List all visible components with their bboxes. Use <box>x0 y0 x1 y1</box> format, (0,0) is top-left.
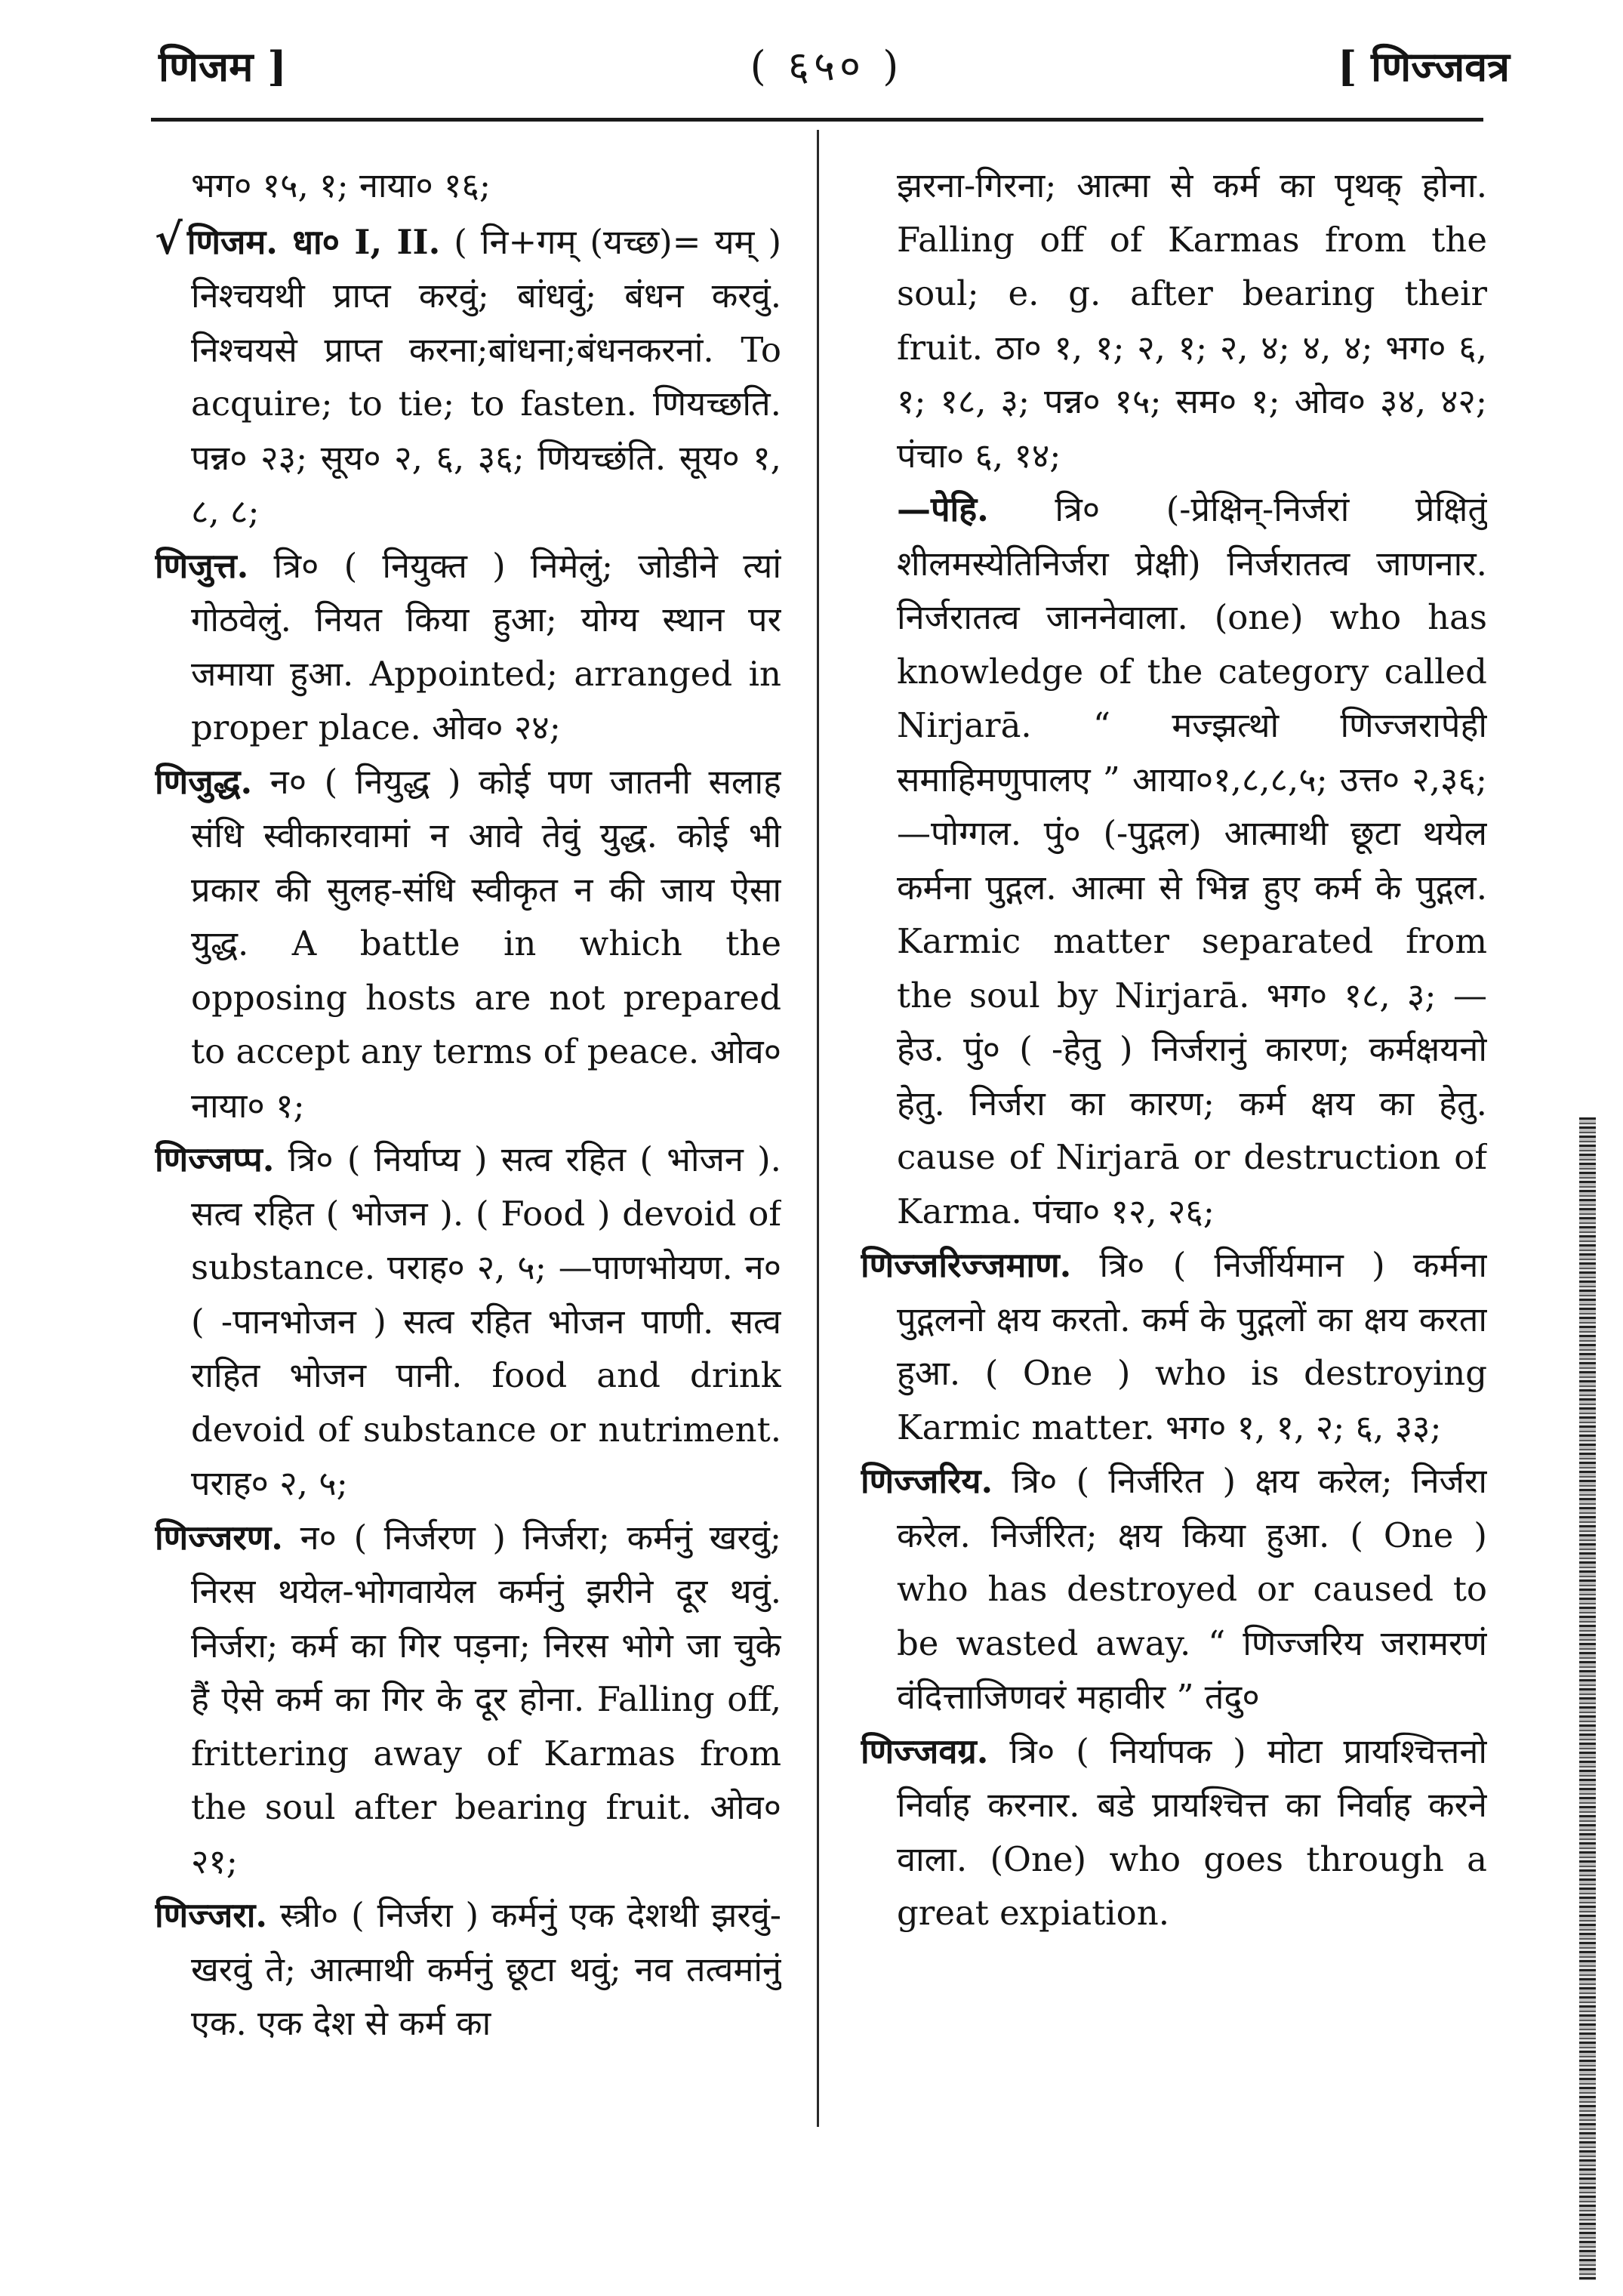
entry-text: न० ( निर्जरण ) निर्जरा; कर्मनुं खरवुं; निरस थयेल-भोगवायेल कर्मनुं झरीने दूर थवुं. निर्जरा; कर्म का गिर पड़ना; निरस भोगे जा चुके हैं ऐसे कर्म का गिर के दूर होना. Falling off, frittering away of Karmas from the soul after bearing fruit. ओव० २१; <box>191 1517 781 1881</box>
entry-text: न० ( नियुद्ध ) कोई पण जातनी सलाह संधि स्वीकारवामां न आवे तेवुं युद्ध. कोई भी प्रकार की सुलह-संधि स्वीकृत न की जाय ऐसा युद्ध. A battle in which the opposing hosts are not prepared to accept any terms of peace. ओव० नाया० १; <box>191 761 781 1126</box>
header-right-guideword: [ णिज्जवत्र <box>1337 42 1510 91</box>
entry-headword: णिज्जवग्र. <box>861 1730 989 1771</box>
dictionary-entry <box>155 159 781 213</box>
dictionary-entry <box>155 1133 781 1511</box>
entry-text: ( नि+गम् (यच्छ)= यम् ) निश्चयथी प्राप्त करवुं; बांधवुं; बंधन करवुं. निश्चयसे प्राप्त करना;बांधना;बंधनकरनां. To acquire; to tie; to fasten. णियच्छति. पन्न० २३; सूय० २, ६, ३६; णियच्छंति. सूय० १, ८, ८; <box>191 221 781 532</box>
dictionary-entry <box>861 1724 1487 1940</box>
header-rule <box>151 118 1483 122</box>
dictionary-subentry <box>861 482 1487 1238</box>
entry-text: त्रि० ( निर्यापक ) मोटा प्रायश्चित्तनो निर्वाह करनार. बडे प्रायश्चित्त का निर्वाह करने वाला. (One) who goes through a great expiation. <box>897 1730 1487 1933</box>
entry-text: त्रि० (-प्रेक्षिन्-निर्जरां प्रेक्षितुं शीलमस्येतिनिर्जरा प्रेक्षी) निर्जरातत्व जाणनार. निर्जरातत्व जाननेवाला. (one) who has knowledge of the category called Nirjarā. “ मज्झत्थो णिज्जरापेही समाहिमणुपालए ” आया०१,८,८,५; उत्त० २,३६; —पोग्गल. पुं० (-पुद्गल) आत्माथी छूटा थयेल कर्मना पुद्गल. आत्मा से भिन्न हुए कर्म के पुद्गल. Karmic matter separated from the soul by Nirjarā. भग० १८, ३; —हेउ. पुं० ( -हेतु ) निर्जरानुं कारण; कर्मक्षयनो हेतु. निर्जरा का कारण; कर्म क्षय का हेतु. cause of Nirjarā or destruction of Karma. पंचा० १२, २६; <box>897 489 1487 1231</box>
entry-headword: णिज्जरा. <box>155 1895 268 1935</box>
entry-headword: णिज्जप्प. <box>155 1139 275 1179</box>
entry-text: त्रि० ( निर्जीर्यमान ) कर्मना पुद्गलनो क्षय करतो. कर्म के पुद्गलों का क्षय करता हुआ. ( One ) who is destroying Karmic matter. भग० १, १, २; ६, ३३; <box>897 1245 1487 1447</box>
check-mark: √ <box>155 214 183 264</box>
entry-text: त्रि० ( नियुक्त ) निमेलुं; जोडीने त्यां गोठवेलुं. नियत किया हुआ; योग्य स्थान पर जमाया हुआ. Appointed; arranged in proper place. ओव० २४; <box>191 545 781 747</box>
dictionary-entry <box>861 1454 1487 1724</box>
right-column <box>861 159 1487 2159</box>
entry-text: त्रि० ( निर्याप्य ) सत्व रहित ( भोजन ). सत्व रहित ( भोजन ). ( Food ) devoid of substance. पराह० २, ५; —पाणभोयण. न० ( -पानभोजन ) सत्व रहित भोजन पाणी. सत्व राहित भोजन पानी. food and drink devoid of substance or nutriment. पराह० २, ५; <box>191 1139 781 1503</box>
column-divider <box>817 130 819 2127</box>
scanned-page-edge <box>1579 1117 1596 2280</box>
entry-text: त्रि० ( निर्जरित ) क्षय करेल; निर्जरा करेल. निर्जरित; क्षय किया हुआ. ( One ) who has destroyed or caused to be wasted away. “ णिज्जरिय जरामरणं वंदित्ताजिणवरं महावीर ” तंदु० <box>897 1461 1487 1717</box>
dictionary-entry <box>155 1511 781 1889</box>
entry-headword: णिजम. धा० I, II. <box>186 221 441 262</box>
entry-headword: णिज्जरिय. <box>861 1461 993 1501</box>
dictionary-entry <box>861 159 1487 482</box>
entry-text: स्त्री० ( निर्जरा ) कर्मनुं एक देशथी झरवुं-खरवुं ते; आत्माथी कर्मनुं छूटा थवुं; नव तत्वमांनुं एक. एक देश से कर्म का <box>191 1895 781 2043</box>
dictionary-entry <box>155 539 781 755</box>
entry-headword: णिज्जरिज्जमाण. <box>861 1245 1072 1285</box>
entry-headword: णिज्जरण. <box>155 1517 283 1558</box>
dictionary-entry <box>155 213 781 539</box>
entry-headword: णिजुद्ध. <box>155 761 253 802</box>
entry-headword: —पेहि. <box>897 489 989 529</box>
header-left-guideword: णिजम ] <box>159 42 287 91</box>
entry-headword: णिजुत्त. <box>155 545 249 586</box>
entry-text: भग० १५, १; नाया० १६; <box>191 165 491 205</box>
dictionary-entry <box>155 755 781 1133</box>
entry-text: झरना-गिरना; आत्मा से कर्म का पृथक् होना. Falling off of Karmas from the soul; e. g. after bearing their fruit. ठा० १, १; २, १; २, ४; ४, ४; भग० ६, १; १८, ३; पन्न० १५; सम० १; ओव० ३४, ४२; पंचा० ६, १४; <box>897 165 1487 476</box>
left-column <box>155 159 781 2159</box>
dictionary-entry <box>155 1888 781 2051</box>
dictionary-entry <box>861 1238 1487 1454</box>
header-page-number: ( ६५० ) <box>750 42 904 90</box>
